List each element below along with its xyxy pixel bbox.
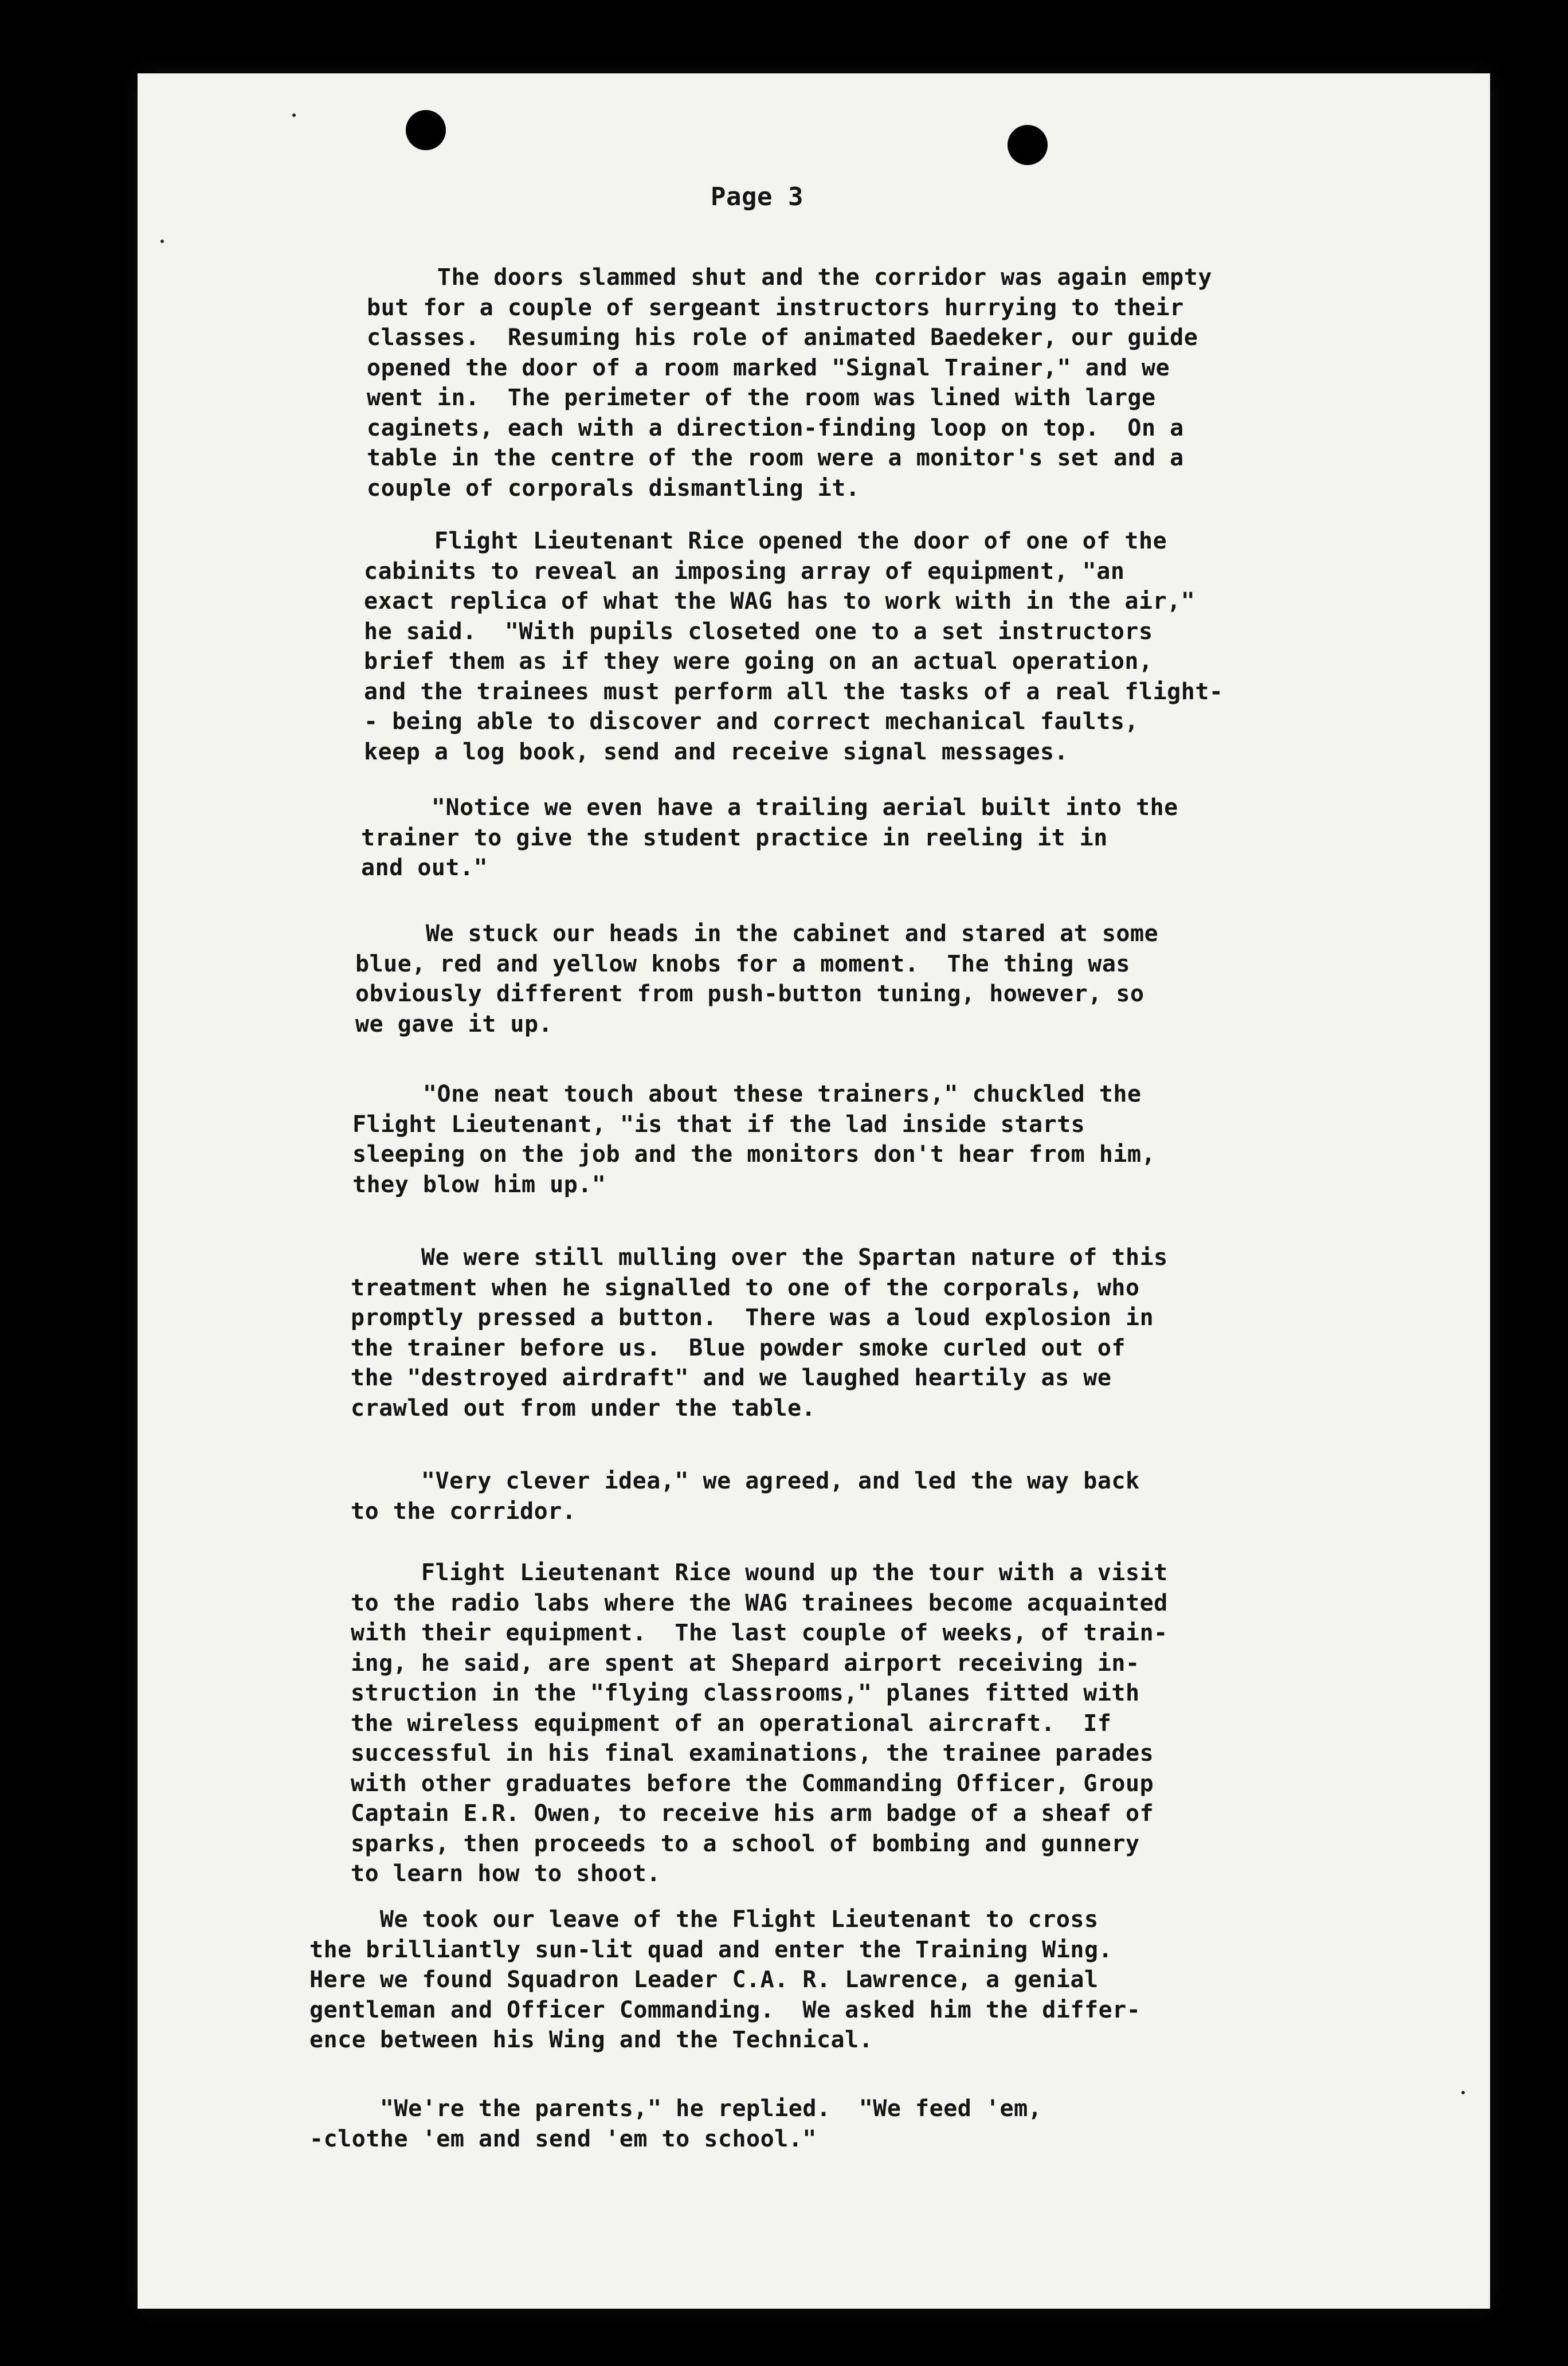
text-line: with their equipment. The last couple of weeks, of train- (351, 1620, 1168, 1646)
paragraph-7 (351, 1466, 1140, 1526)
text-line: ence between his Wing and the Technical. (309, 2027, 873, 2053)
text-line: brief them as if they were going on an actual operation, (364, 648, 1153, 675)
text-line: the "destroyed airdraft" and we laughed heartily as we (351, 1365, 1112, 1391)
text-line: the wireless equipment of an operational aircraft. If (351, 1710, 1112, 1737)
text-line: the brilliantly sun-lit quad and enter the Training Wing. (309, 1936, 1113, 1963)
text-line: crawled out from under the table. (351, 1394, 816, 1421)
text-line: Captain E.R. Owen, to receive his arm badge of a sheaf of (351, 1800, 1154, 1827)
text-line: opened the door of a room marked "Signal Trainer," and we (367, 354, 1170, 381)
text-line: and out." (361, 855, 488, 881)
text-line: sparks, then proceeds to a school of bombing and gunnery (351, 1830, 1140, 1857)
text-line: to learn how to shoot. (351, 1860, 661, 1887)
text-line: We stuck our heads in the cabinet and stared at some (355, 920, 1159, 947)
text-line: gentleman and Officer Commanding. We asked him the differ- (309, 1996, 1141, 2023)
text-line: ing, he said, are spent at Shepard airport receiving in- (351, 1650, 1140, 1676)
page-number: Page 3 (711, 182, 803, 211)
typed-page (138, 73, 1490, 2309)
text-line: couple of corporals dismantling it. (367, 475, 860, 502)
text-line: classes. Resuming his role of animated Baedeker, our guide (367, 324, 1198, 351)
paragraph-9 (309, 1905, 1140, 2055)
text-line: blue, red and yellow knobs for a moment. The thing was (355, 950, 1131, 977)
punch-hole-left (406, 110, 446, 150)
text-line: We took our leave of the Flight Lieutenant to cross (309, 1906, 1099, 1933)
text-line: obviously different from push-button tuning, however, so (355, 981, 1144, 1007)
text-line: "We're the parents," he replied. "We feed 'em, (309, 2095, 1042, 2122)
text-line: Flight Lieutenant Rice opened the door of one of the (364, 528, 1167, 554)
text-line: The doors slammed shut and the corridor was again empty (367, 264, 1212, 291)
text-line: but for a couple of sergeant instructors hurrying to their (367, 294, 1184, 321)
text-line: exact replica of what the WAG has to work with in the air," (364, 588, 1195, 614)
paragraph-10 (309, 2094, 1042, 2154)
text-line: promptly pressed a button. There was a loud explosion in (351, 1305, 1154, 1331)
text-line: with other graduates before the Commanding Officer, Group (351, 1770, 1154, 1797)
text-line: keep a log book, send and receive signal messages. (364, 738, 1069, 765)
text-line: he said. "With pupils closeted one to a set instructors (364, 618, 1153, 645)
text-line: "Notice we even have a trailing aerial built into the (361, 794, 1178, 821)
paragraph-6 (351, 1243, 1168, 1423)
text-line: table in the centre of the room were a monitor's set and a (367, 445, 1184, 471)
text-line: to the corridor. (351, 1498, 577, 1525)
text-line: "One neat touch about these trainers," chuckled the (352, 1081, 1142, 1107)
paper-speck (292, 113, 296, 117)
text-line: went in. The perimeter of the room was lined with large (367, 385, 1156, 411)
paragraph-4 (355, 919, 1158, 1039)
text-line: Flight Lieutenant, "is that if the lad inside starts (352, 1111, 1085, 1138)
paper-speck (160, 240, 164, 243)
text-line: cabinits to reveal an imposing array of equipment, "an (364, 558, 1125, 585)
text-line: caginets, each with a direction-finding loop on top. On a (367, 414, 1184, 441)
text-line: they blow him up." (352, 1171, 606, 1198)
text-line: "Very clever idea," we agreed, and led the way back (351, 1468, 1140, 1494)
punch-hole-right (1008, 125, 1048, 165)
text-line: treatment when he signalled to one of the corporals, who (351, 1274, 1140, 1301)
paragraph-8 (351, 1558, 1168, 1889)
text-line: to the radio labs where the WAG trainees become acquainted (351, 1589, 1168, 1616)
paragraph-2 (364, 526, 1224, 767)
text-line: we gave it up. (355, 1010, 553, 1037)
text-line: trainer to give the student practice in reeling it in (361, 824, 1108, 851)
text-line: sleeping on the job and the monitors don't hear from him, (352, 1141, 1156, 1168)
text-line: -clothe 'em and send 'em to school." (309, 2125, 817, 2152)
paragraph-3 (361, 793, 1178, 883)
text-line: struction in the "flying classrooms," planes fitted with (351, 1680, 1140, 1706)
text-line: Here we found Squadron Leader C.A. R. Lawrence, a genial (309, 1967, 1099, 1993)
text-line: We were still mulling over the Spartan nature of this (351, 1244, 1168, 1271)
paragraph-5 (352, 1079, 1155, 1200)
paper-speck (1461, 2091, 1465, 2094)
text-line: - being able to discover and correct mechanical faults, (364, 708, 1139, 735)
text-line: the trainer before us. Blue powder smoke curled out of (351, 1334, 1126, 1361)
paragraph-1 (367, 263, 1212, 503)
text-line: successful in his final examinations, the trainee parades (351, 1740, 1154, 1766)
text-line: and the trainees must perform all the tasks of a real flight- (364, 678, 1224, 705)
text-line: Flight Lieutenant Rice wound up the tour with a visit (351, 1560, 1168, 1586)
